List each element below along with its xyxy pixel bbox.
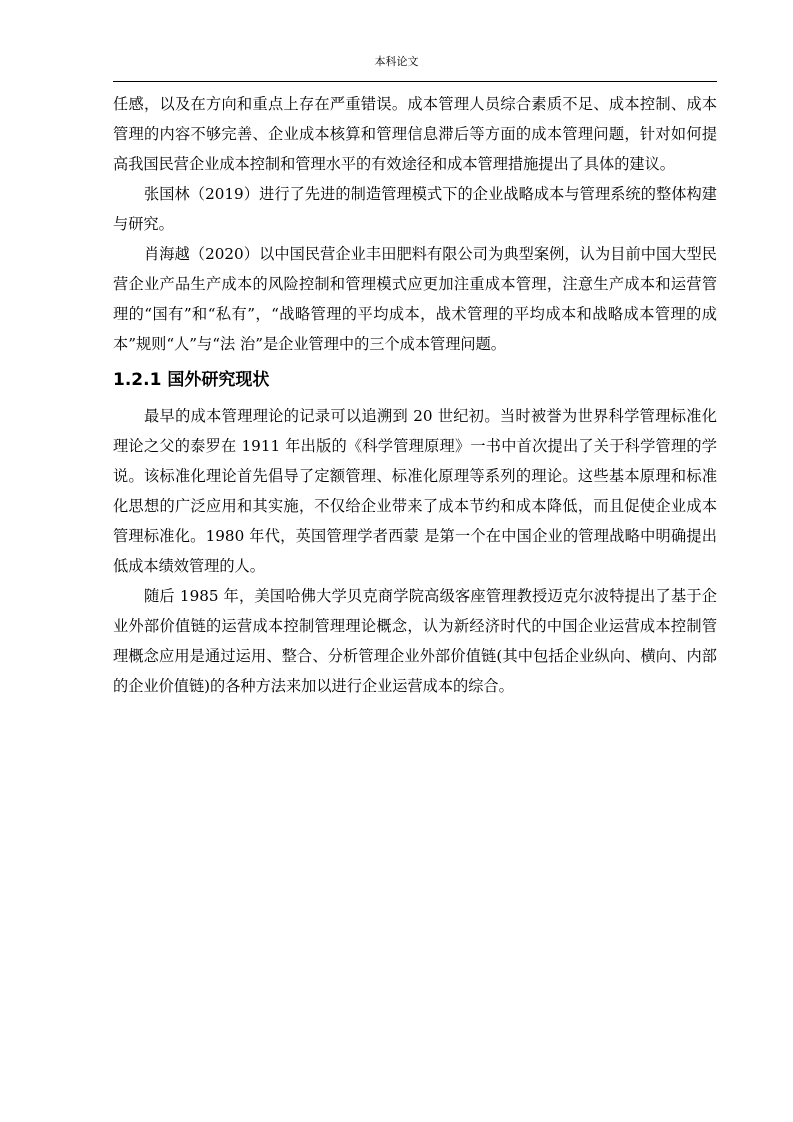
body-paragraph-2: 张国林（2019）进行了先进的制造管理模式下的企业战略成本与管理系统的整体构建与研究。	[113, 185, 717, 233]
page-header: 本科论文	[374, 55, 419, 68]
body-paragraph-4: 最早的成本管理理论的记录可以追溯到 20 世纪初。当时被誉为世界科学管理标准化理论之父的泰罗在 1911 年出版的《科学管理原理》一书中首次提出了关于科学管理的学说。该标准化理论首先倡导了定额管理、标准化原理等系列的理论。这些基本原理和标准化思想的广泛应用和其实施，不仅给企业带来了成本节约和成本降低，而且促使企业成本管理标准化。1980 年代，英国管理学者西蒙 是第一个在中国企业的管理战略中明确提出低成本绩效管理的人。	[113, 407, 717, 575]
body-paragraph-5: 随后 1985 年，美国哈佛大学贝克商学院高级客座管理教授迈克尔波特提出了基于企业外部价值链的运营成本控制管理理论概念，认为新经济时代的中国企业运营成本控制管理概念应用是通过运用、整合、分析管理企业外部价值链(其中包括企业纵向、横向、内部的企业价值链)的各种方法来加以进行企业运营成本的综合。	[113, 587, 717, 695]
header-rule	[113, 81, 717, 82]
body-paragraph-3: 肖海越（2020）以中国民营企业丰田肥料有限公司为典型案例，认为目前中国大型民营企业产品生产成本的风险控制和管理模式应更加注重成本管理，注意生产成本和运营管理的“国有”和“私有”，“战略管理的平均成本，战术管理的平均成本和战略成本管理的成本”规则“人”与“法 治”是企业管理中的三个成本管理问题。	[113, 245, 717, 353]
section-heading: 1.2.1 国外研究现状	[113, 370, 270, 390]
body-paragraph-1: 任感，以及在方向和重点上存在严重错误。成本管理人员综合素质不足、成本控制、成本管理的内容不够完善、企业成本核算和管理信息滞后等方面的成本管理问题，针对如何提高我国民营企业成本控制和管理水平的有效途径和成本管理措施提出了具体的建议。	[113, 95, 717, 173]
document-body	[113, 89, 717, 701]
